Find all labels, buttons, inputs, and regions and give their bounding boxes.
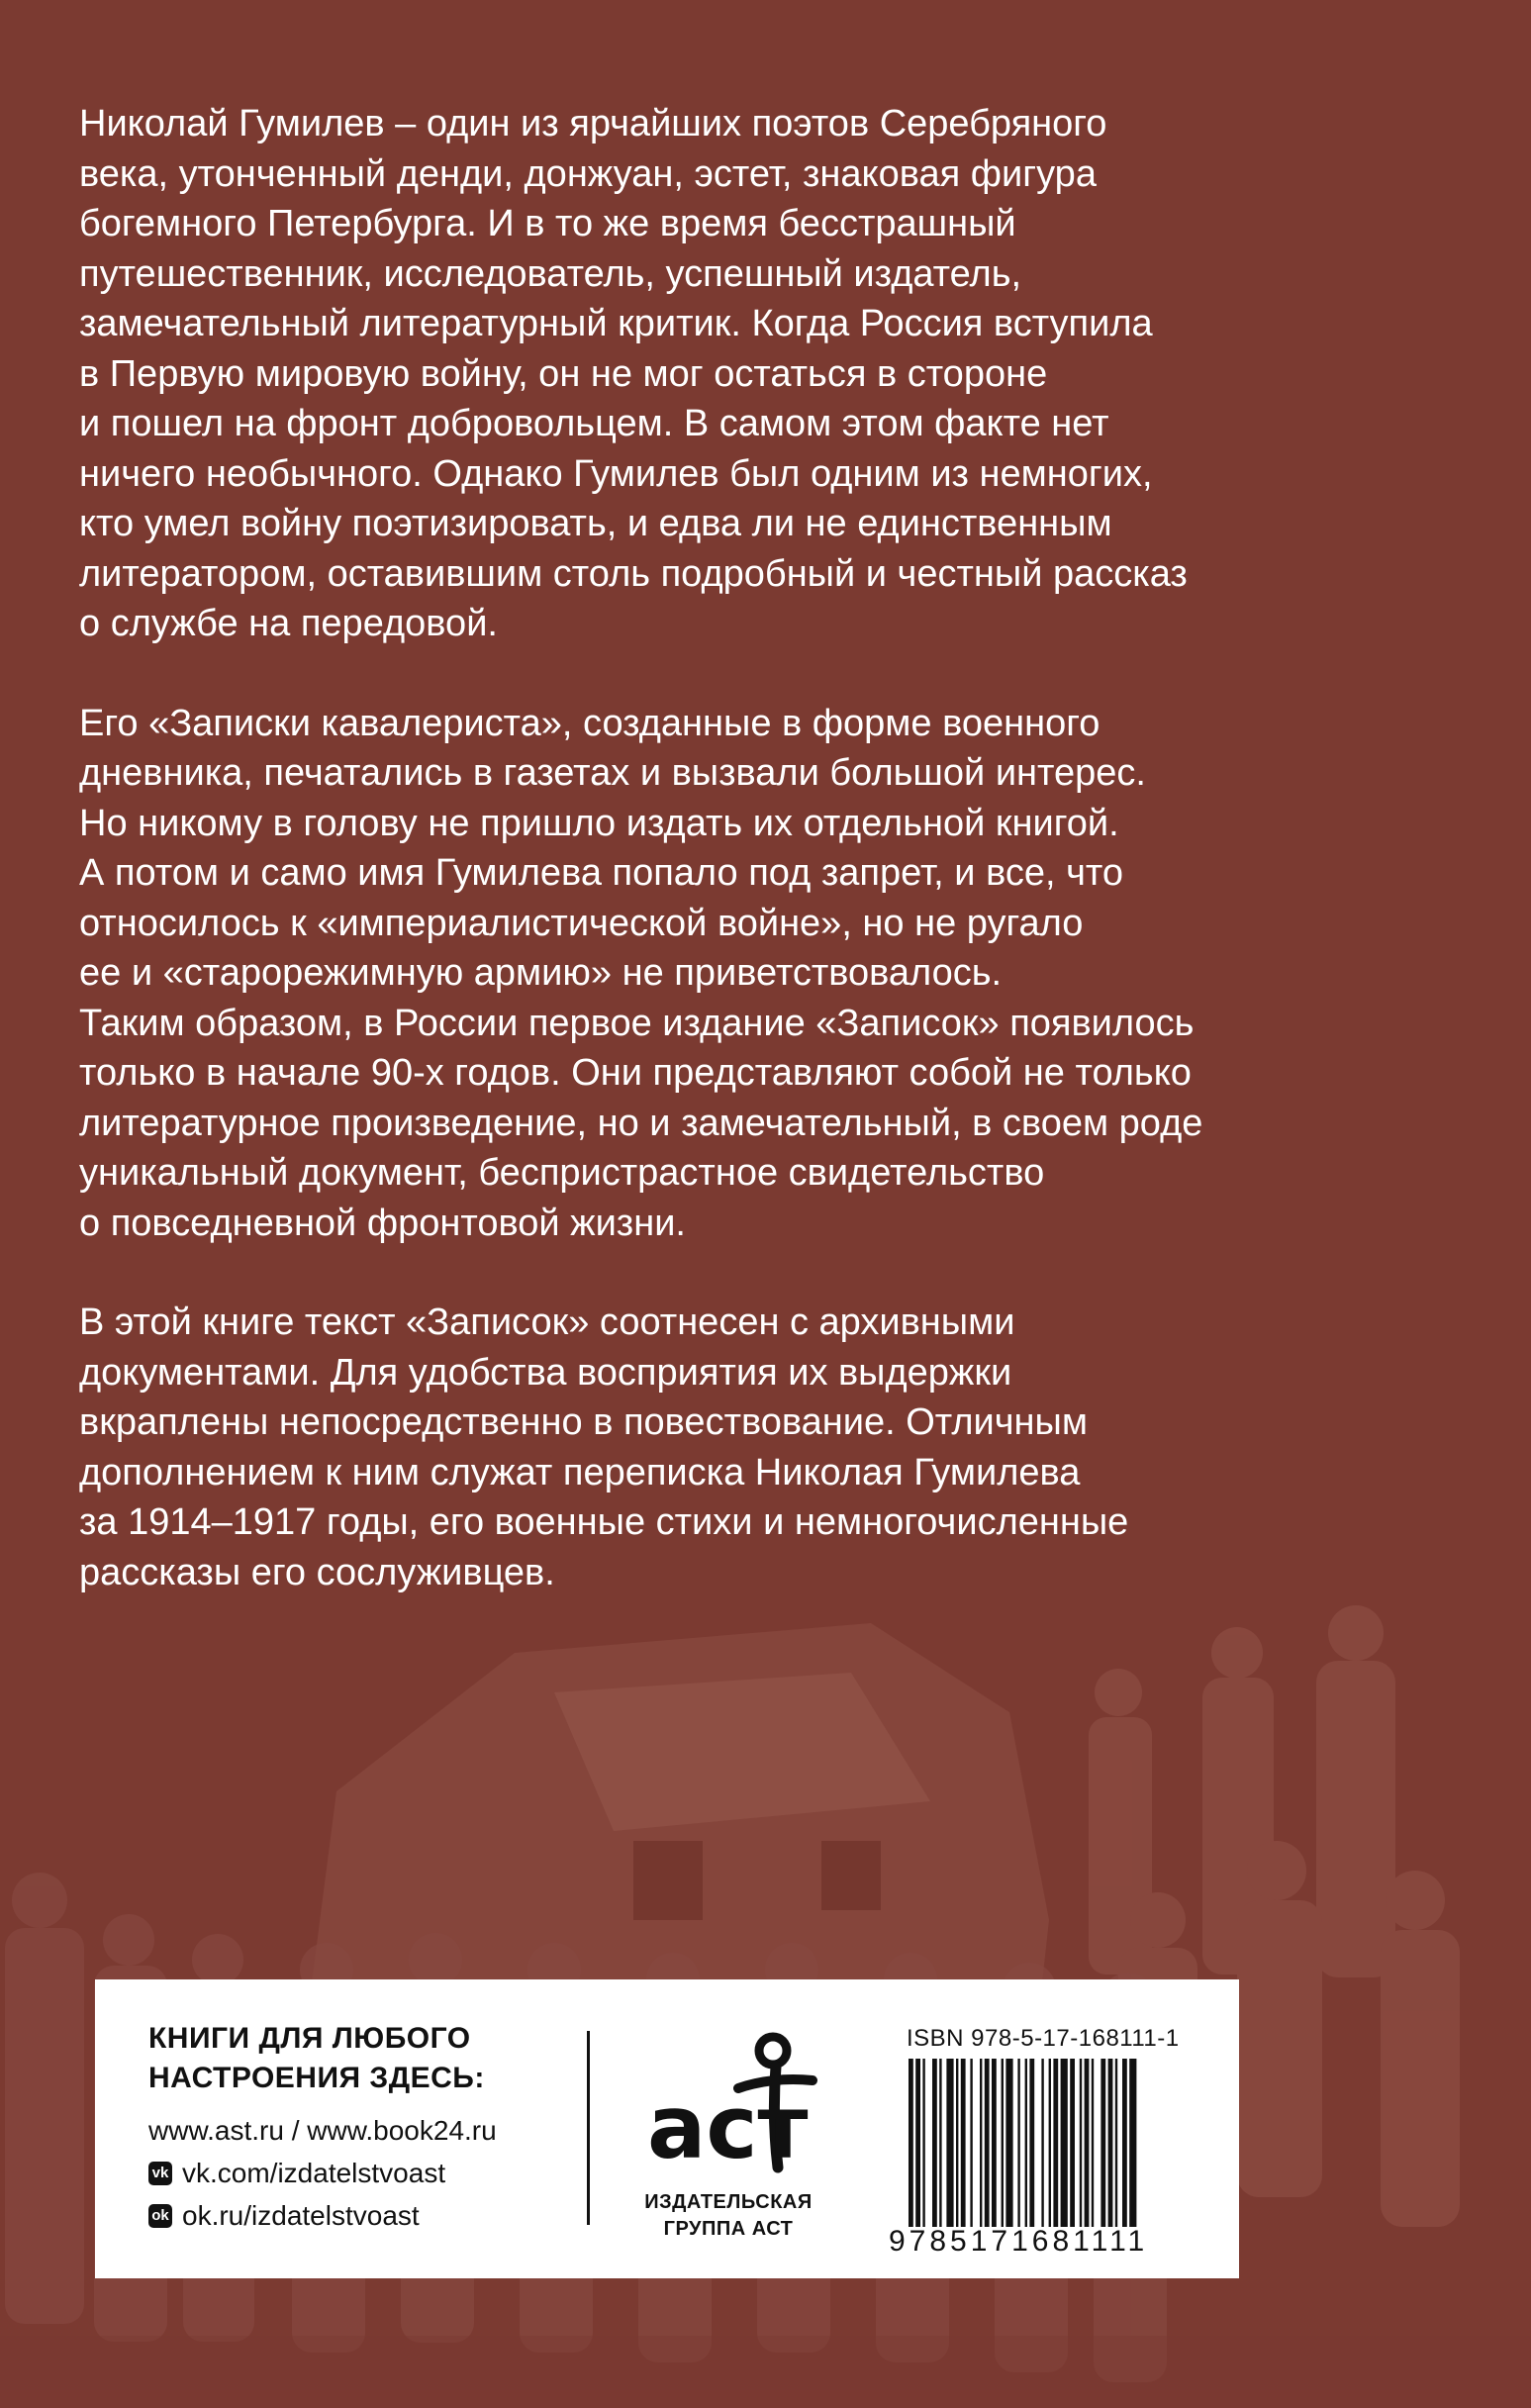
odnoklassniki-icon: ok: [148, 2204, 172, 2228]
archival-photo-tank-soldiers: [0, 1544, 1531, 2408]
ast-logo-lettering: аст: [647, 2076, 809, 2178]
ast-logo-mark: [629, 2019, 827, 2187]
promo-heading: КНИГИ ДЛЯ ЛЮБОГО НАСТРОЕНИЯ ЗДЕСЬ:: [148, 2022, 485, 2094]
websites-link[interactable]: [148, 2112, 497, 2149]
publisher-info-panel: [95, 1979, 1239, 2278]
barcode-digits: 9785171681111: [889, 2225, 1149, 2258]
description-paragraph-1: Николай Гумилев – один из ярчайших поэтов Серебряного века, утонченный денди, донжуан, эстет, знаковая фигура богемного Петербурга. И в то же время бесстрашный путешественник, исследователь, успешный издатель, замечательный литературный критик. Когда Россия вступила в Первую мировую войну, он не мог остаться в стороне и пошел на фронт добровольцем. В самом этом факте нет ничего необычного. Однако Гумилев был одним из немногих, кто умел войну поэтизировать, и едва ли не единственным литератором, оставившим столь подробный и честный рассказ о службе на передовой.: [79, 103, 1188, 644]
isbn-barcode: [909, 2059, 1205, 2227]
description-paragraph-3: В этой книге текст «Записок» соотнесен с архивными документами. Для удобства восприятия их выдержки вкраплены непосредственно в повествование. Отличным дополнением к ним служат переписка Николая Гумилева за 1914–1917 годы, его военные стихи и немногочисленные рассказы его сослуживцев.: [79, 1301, 1129, 1593]
websites-text: www.ast.ru / www.book24.ru: [148, 2115, 497, 2146]
book-description: [79, 99, 1306, 1647]
isbn-label: ISBN 978-5-17-168111-1: [907, 2025, 1180, 2052]
description-paragraph-2: Его «Записки кавалериста», созданные в форме военного дневника, печатались в газетах и вызвали большой интерес. Но никому в голову не пришло издать их отдельной книгой. А потом и само имя Гумилева попало под запрет, и все, что относилось к «империалистической войне», но не ругало ее и «старорежимную армию» не приветствовалось. Таким образом, в России первое издание «Записок» появилось только в начале 90-х годов. Они представляют собой не только литературное произведение, но и замечательный, в своем роде уникальный документ, беспристрастное свидетельство о повседневной фронтовой жизни.: [79, 702, 1203, 1244]
ok-link[interactable]: [148, 2197, 497, 2234]
ok-text: ok.ru/izdatelstvoast: [182, 2200, 420, 2231]
publisher-caption: ИЗДАТЕЛЬСКАЯ ГРУППА АСТ: [644, 2191, 813, 2240]
panel-divider: [587, 2031, 590, 2225]
promo-block: [148, 2019, 497, 2234]
vk-link[interactable]: [148, 2155, 497, 2191]
vk-icon: vk: [148, 2162, 172, 2185]
ast-logo: [629, 2019, 827, 2243]
vk-text: vk.com/izdatelstvoast: [182, 2158, 446, 2188]
